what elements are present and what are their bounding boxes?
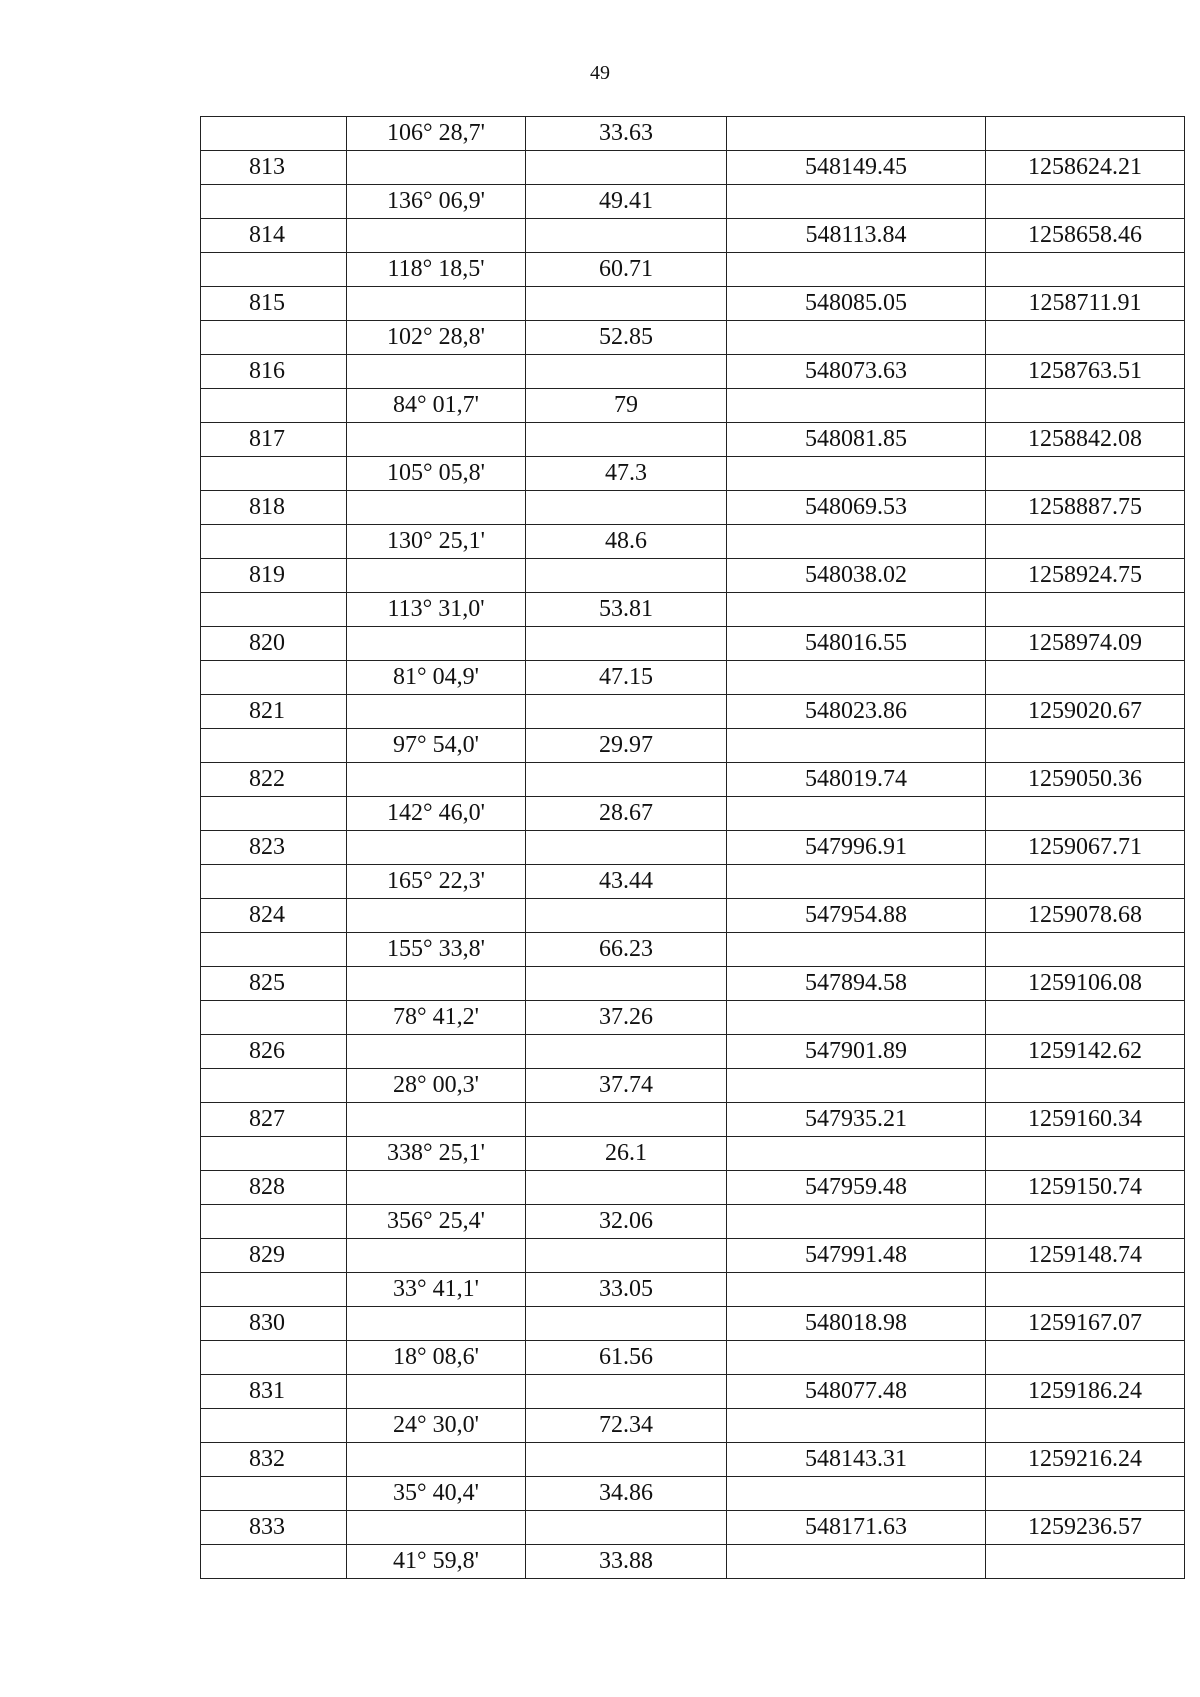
y-coordinate-cell — [986, 253, 1185, 287]
point-id-cell: 815 — [201, 287, 347, 321]
point-id-cell — [201, 593, 347, 627]
distance-cell: 48.6 — [526, 525, 727, 559]
segment-row — [201, 321, 1185, 355]
y-coordinate-cell — [986, 1137, 1185, 1171]
y-coordinate-cell: 1258658.46 — [986, 219, 1185, 253]
bearing-cell: 35° 40,4' — [347, 1477, 526, 1511]
x-coordinate-cell: 547894.58 — [727, 967, 986, 1001]
bearing-cell — [347, 559, 526, 593]
bearing-cell: 113° 31,0' — [347, 593, 526, 627]
point-id-cell: 816 — [201, 355, 347, 389]
bearing-cell: 24° 30,0' — [347, 1409, 526, 1443]
point-id-cell — [201, 321, 347, 355]
point-id-cell — [201, 1205, 347, 1239]
point-id-cell: 817 — [201, 423, 347, 457]
segment-row — [201, 1001, 1185, 1035]
point-id-cell: 820 — [201, 627, 347, 661]
segment-row — [201, 117, 1185, 151]
distance-cell — [526, 1171, 727, 1205]
y-coordinate-cell: 1259067.71 — [986, 831, 1185, 865]
bearing-cell: 105° 05,8' — [347, 457, 526, 491]
point-id-cell: 832 — [201, 1443, 347, 1477]
point-row — [201, 1511, 1185, 1545]
point-row — [201, 1171, 1185, 1205]
x-coordinate-cell — [727, 593, 986, 627]
point-id-cell — [201, 933, 347, 967]
distance-cell: 79 — [526, 389, 727, 423]
bearing-cell — [347, 967, 526, 1001]
point-id-cell: 819 — [201, 559, 347, 593]
y-coordinate-cell — [986, 729, 1185, 763]
bearing-cell — [347, 695, 526, 729]
x-coordinate-cell — [727, 1137, 986, 1171]
point-row — [201, 1375, 1185, 1409]
point-id-cell — [201, 117, 347, 151]
bearing-cell — [347, 151, 526, 185]
distance-cell: 33.88 — [526, 1545, 727, 1579]
distance-cell — [526, 967, 727, 1001]
x-coordinate-cell — [727, 1273, 986, 1307]
distance-cell — [526, 1375, 727, 1409]
y-coordinate-cell — [986, 661, 1185, 695]
point-row — [201, 627, 1185, 661]
y-coordinate-cell — [986, 797, 1185, 831]
segment-row — [201, 457, 1185, 491]
x-coordinate-cell — [727, 1409, 986, 1443]
distance-cell: 32.06 — [526, 1205, 727, 1239]
segment-row — [201, 593, 1185, 627]
segment-row — [201, 185, 1185, 219]
bearing-cell: 106° 28,7' — [347, 117, 526, 151]
segment-row — [201, 933, 1185, 967]
point-row — [201, 151, 1185, 185]
point-id-cell: 821 — [201, 695, 347, 729]
bearing-cell: 102° 28,8' — [347, 321, 526, 355]
bearing-cell: 155° 33,8' — [347, 933, 526, 967]
x-coordinate-cell: 547954.88 — [727, 899, 986, 933]
segment-row — [201, 1069, 1185, 1103]
point-id-cell — [201, 729, 347, 763]
x-coordinate-cell: 547996.91 — [727, 831, 986, 865]
distance-cell: 33.05 — [526, 1273, 727, 1307]
distance-cell: 37.26 — [526, 1001, 727, 1035]
distance-cell: 72.34 — [526, 1409, 727, 1443]
distance-cell: 47.3 — [526, 457, 727, 491]
x-coordinate-cell — [727, 253, 986, 287]
point-id-cell — [201, 1069, 347, 1103]
x-coordinate-cell — [727, 1341, 986, 1375]
x-coordinate-cell: 548113.84 — [727, 219, 986, 253]
point-id-cell: 826 — [201, 1035, 347, 1069]
x-coordinate-cell: 548081.85 — [727, 423, 986, 457]
point-id-cell — [201, 865, 347, 899]
x-coordinate-cell — [727, 1477, 986, 1511]
x-coordinate-cell: 548018.98 — [727, 1307, 986, 1341]
x-coordinate-cell — [727, 661, 986, 695]
point-id-cell: 831 — [201, 1375, 347, 1409]
y-coordinate-cell: 1259078.68 — [986, 899, 1185, 933]
point-id-cell — [201, 1341, 347, 1375]
distance-cell — [526, 559, 727, 593]
y-coordinate-cell: 1259020.67 — [986, 695, 1185, 729]
distance-cell — [526, 899, 727, 933]
x-coordinate-cell: 548069.53 — [727, 491, 986, 525]
bearing-cell: 130° 25,1' — [347, 525, 526, 559]
x-coordinate-cell: 548171.63 — [727, 1511, 986, 1545]
distance-cell: 52.85 — [526, 321, 727, 355]
point-id-cell: 833 — [201, 1511, 347, 1545]
y-coordinate-cell: 1259142.62 — [986, 1035, 1185, 1069]
point-id-cell: 824 — [201, 899, 347, 933]
point-row — [201, 1239, 1185, 1273]
bearing-cell: 41° 59,8' — [347, 1545, 526, 1579]
bearing-cell — [347, 287, 526, 321]
y-coordinate-cell — [986, 117, 1185, 151]
y-coordinate-cell — [986, 1409, 1185, 1443]
segment-row — [201, 1545, 1185, 1579]
point-row — [201, 1103, 1185, 1137]
point-id-cell — [201, 1545, 347, 1579]
bearing-cell — [347, 1171, 526, 1205]
point-id-cell — [201, 1001, 347, 1035]
bearing-cell — [347, 355, 526, 389]
point-id-cell: 822 — [201, 763, 347, 797]
distance-cell: 43.44 — [526, 865, 727, 899]
x-coordinate-cell — [727, 1205, 986, 1239]
distance-cell — [526, 355, 727, 389]
x-coordinate-cell: 547959.48 — [727, 1171, 986, 1205]
point-id-cell: 829 — [201, 1239, 347, 1273]
distance-cell — [526, 1035, 727, 1069]
x-coordinate-cell — [727, 457, 986, 491]
distance-cell — [526, 763, 727, 797]
bearing-cell: 142° 46,0' — [347, 797, 526, 831]
point-id-cell — [201, 797, 347, 831]
bearing-cell: 165° 22,3' — [347, 865, 526, 899]
y-coordinate-cell — [986, 1341, 1185, 1375]
segment-row — [201, 661, 1185, 695]
bearing-cell: 81° 04,9' — [347, 661, 526, 695]
distance-cell — [526, 627, 727, 661]
distance-cell: 61.56 — [526, 1341, 727, 1375]
point-id-cell — [201, 1477, 347, 1511]
segment-row — [201, 525, 1185, 559]
x-coordinate-cell — [727, 321, 986, 355]
y-coordinate-cell — [986, 389, 1185, 423]
y-coordinate-cell: 1258763.51 — [986, 355, 1185, 389]
bearing-cell: 78° 41,2' — [347, 1001, 526, 1035]
x-coordinate-cell — [727, 185, 986, 219]
y-coordinate-cell: 1258887.75 — [986, 491, 1185, 525]
point-id-cell: 828 — [201, 1171, 347, 1205]
distance-cell — [526, 695, 727, 729]
x-coordinate-cell: 548073.63 — [727, 355, 986, 389]
x-coordinate-cell: 548149.45 — [727, 151, 986, 185]
bearing-cell — [347, 1375, 526, 1409]
distance-cell — [526, 151, 727, 185]
distance-cell: 28.67 — [526, 797, 727, 831]
y-coordinate-cell — [986, 185, 1185, 219]
x-coordinate-cell — [727, 865, 986, 899]
bearing-cell — [347, 1307, 526, 1341]
segment-row — [201, 729, 1185, 763]
y-coordinate-cell — [986, 1205, 1185, 1239]
x-coordinate-cell — [727, 525, 986, 559]
segment-row — [201, 1477, 1185, 1511]
segment-row — [201, 1273, 1185, 1307]
distance-cell: 33.63 — [526, 117, 727, 151]
x-coordinate-cell: 547935.21 — [727, 1103, 986, 1137]
point-row — [201, 287, 1185, 321]
y-coordinate-cell — [986, 1273, 1185, 1307]
distance-cell — [526, 1103, 727, 1137]
point-row — [201, 1443, 1185, 1477]
distance-cell: 29.97 — [526, 729, 727, 763]
x-coordinate-cell: 547901.89 — [727, 1035, 986, 1069]
bearing-cell — [347, 1239, 526, 1273]
distance-cell: 53.81 — [526, 593, 727, 627]
segment-row — [201, 389, 1185, 423]
segment-row — [201, 1137, 1185, 1171]
bearing-cell — [347, 219, 526, 253]
point-id-cell — [201, 389, 347, 423]
bearing-cell: 136° 06,9' — [347, 185, 526, 219]
x-coordinate-cell — [727, 797, 986, 831]
y-coordinate-cell — [986, 593, 1185, 627]
point-row — [201, 899, 1185, 933]
distance-cell — [526, 491, 727, 525]
point-row — [201, 355, 1185, 389]
bearing-cell — [347, 491, 526, 525]
point-id-cell — [201, 661, 347, 695]
x-coordinate-cell: 548019.74 — [727, 763, 986, 797]
point-id-cell — [201, 457, 347, 491]
point-row — [201, 559, 1185, 593]
x-coordinate-cell — [727, 1545, 986, 1579]
distance-cell — [526, 831, 727, 865]
y-coordinate-cell — [986, 1001, 1185, 1035]
point-id-cell — [201, 1273, 347, 1307]
bearing-cell — [347, 763, 526, 797]
bearing-cell — [347, 831, 526, 865]
bearing-cell — [347, 627, 526, 661]
bearing-cell — [347, 1035, 526, 1069]
segment-row — [201, 1409, 1185, 1443]
bearing-cell: 33° 41,1' — [347, 1273, 526, 1307]
point-row — [201, 1307, 1185, 1341]
point-row — [201, 763, 1185, 797]
bearing-cell — [347, 1443, 526, 1477]
distance-cell: 66.23 — [526, 933, 727, 967]
y-coordinate-cell: 1259167.07 — [986, 1307, 1185, 1341]
y-coordinate-cell: 1259216.24 — [986, 1443, 1185, 1477]
point-id-cell: 814 — [201, 219, 347, 253]
bearing-cell: 18° 08,6' — [347, 1341, 526, 1375]
coordinates-table — [200, 116, 1185, 1579]
point-id-cell: 827 — [201, 1103, 347, 1137]
point-row — [201, 1035, 1185, 1069]
point-id-cell: 818 — [201, 491, 347, 525]
distance-cell — [526, 423, 727, 457]
segment-row — [201, 797, 1185, 831]
distance-cell — [526, 287, 727, 321]
x-coordinate-cell — [727, 1001, 986, 1035]
x-coordinate-cell: 548143.31 — [727, 1443, 986, 1477]
distance-cell: 34.86 — [526, 1477, 727, 1511]
x-coordinate-cell — [727, 1069, 986, 1103]
x-coordinate-cell: 548085.05 — [727, 287, 986, 321]
bearing-cell: 118° 18,5' — [347, 253, 526, 287]
page-number: 49 — [590, 62, 610, 84]
coordinates-table-body — [201, 117, 1185, 1579]
x-coordinate-cell: 548023.86 — [727, 695, 986, 729]
y-coordinate-cell — [986, 525, 1185, 559]
x-coordinate-cell — [727, 933, 986, 967]
point-row — [201, 423, 1185, 457]
y-coordinate-cell: 1259148.74 — [986, 1239, 1185, 1273]
y-coordinate-cell: 1258842.08 — [986, 423, 1185, 457]
bearing-cell — [347, 899, 526, 933]
point-row — [201, 831, 1185, 865]
y-coordinate-cell: 1259160.34 — [986, 1103, 1185, 1137]
x-coordinate-cell — [727, 117, 986, 151]
point-id-cell: 825 — [201, 967, 347, 1001]
y-coordinate-cell — [986, 933, 1185, 967]
x-coordinate-cell: 548077.48 — [727, 1375, 986, 1409]
x-coordinate-cell: 547991.48 — [727, 1239, 986, 1273]
x-coordinate-cell — [727, 729, 986, 763]
x-coordinate-cell — [727, 389, 986, 423]
point-id-cell — [201, 1137, 347, 1171]
distance-cell: 37.74 — [526, 1069, 727, 1103]
bearing-cell — [347, 1511, 526, 1545]
segment-row — [201, 1341, 1185, 1375]
point-id-cell: 823 — [201, 831, 347, 865]
y-coordinate-cell: 1259186.24 — [986, 1375, 1185, 1409]
bearing-cell — [347, 1103, 526, 1137]
x-coordinate-cell: 548038.02 — [727, 559, 986, 593]
distance-cell — [526, 1307, 727, 1341]
y-coordinate-cell — [986, 321, 1185, 355]
y-coordinate-cell — [986, 1545, 1185, 1579]
bearing-cell: 84° 01,7' — [347, 389, 526, 423]
bearing-cell: 28° 00,3' — [347, 1069, 526, 1103]
y-coordinate-cell: 1259106.08 — [986, 967, 1185, 1001]
point-id-cell — [201, 1409, 347, 1443]
bearing-cell — [347, 423, 526, 457]
point-row — [201, 695, 1185, 729]
bearing-cell: 356° 25,4' — [347, 1205, 526, 1239]
segment-row — [201, 253, 1185, 287]
distance-cell — [526, 219, 727, 253]
point-id-cell — [201, 525, 347, 559]
distance-cell — [526, 1443, 727, 1477]
y-coordinate-cell: 1259050.36 — [986, 763, 1185, 797]
distance-cell — [526, 1239, 727, 1273]
y-coordinate-cell: 1259236.57 — [986, 1511, 1185, 1545]
y-coordinate-cell: 1258624.21 — [986, 151, 1185, 185]
bearing-cell: 97° 54,0' — [347, 729, 526, 763]
distance-cell: 60.71 — [526, 253, 727, 287]
distance-cell: 47.15 — [526, 661, 727, 695]
distance-cell — [526, 1511, 727, 1545]
point-id-cell — [201, 253, 347, 287]
segment-row — [201, 1205, 1185, 1239]
point-id-cell: 830 — [201, 1307, 347, 1341]
point-row — [201, 219, 1185, 253]
y-coordinate-cell: 1258924.75 — [986, 559, 1185, 593]
y-coordinate-cell: 1259150.74 — [986, 1171, 1185, 1205]
y-coordinate-cell — [986, 1069, 1185, 1103]
y-coordinate-cell — [986, 457, 1185, 491]
y-coordinate-cell: 1258974.09 — [986, 627, 1185, 661]
distance-cell: 26.1 — [526, 1137, 727, 1171]
y-coordinate-cell — [986, 865, 1185, 899]
y-coordinate-cell: 1258711.91 — [986, 287, 1185, 321]
segment-row — [201, 865, 1185, 899]
distance-cell: 49.41 — [526, 185, 727, 219]
y-coordinate-cell — [986, 1477, 1185, 1511]
point-id-cell: 813 — [201, 151, 347, 185]
point-row — [201, 491, 1185, 525]
point-row — [201, 967, 1185, 1001]
x-coordinate-cell: 548016.55 — [727, 627, 986, 661]
bearing-cell: 338° 25,1' — [347, 1137, 526, 1171]
point-id-cell — [201, 185, 347, 219]
